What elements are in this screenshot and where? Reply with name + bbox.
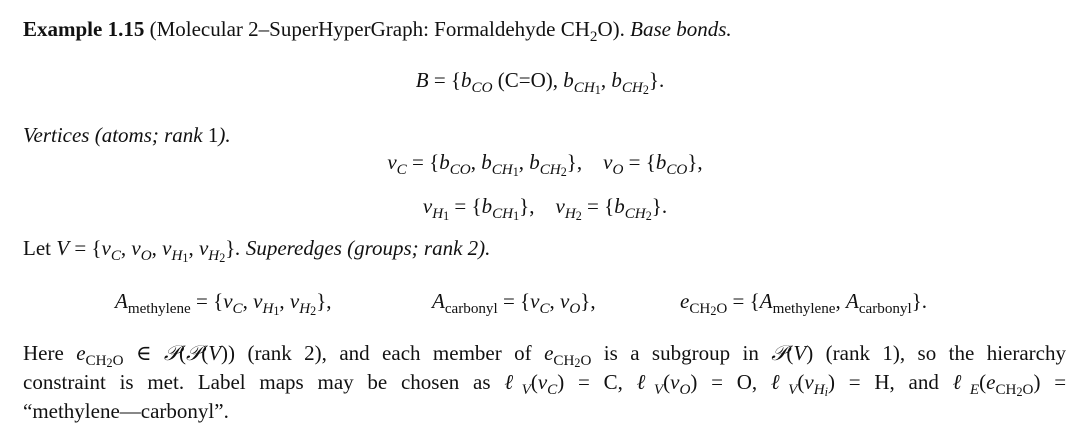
superedges-carbonyl: $A_{carbonyl} = \{v_C$, $v_O$},	[432, 289, 596, 317]
paragraph-line-3: “methylene—carbonyl”.	[23, 399, 229, 423]
paragraph-line-2: constraint is met. Label maps may be chosen as $\ell_V(v_C) = C$, $\ell_V(v_O) = O$, $\ell_V(v_{H_i}) = H$, and $\ell_E(e_{CH_2O})$ =	[23, 370, 1067, 399]
base-bonds-heading: Base bonds.	[630, 17, 732, 41]
vertex-equation-h: $v_{H_1} = \{b_{CH_1}\}$, $v_{H_2} = \{b_{CH_2}\}$.	[422, 194, 668, 223]
vertices-heading: Vertices (atoms; rank 1).	[23, 123, 231, 147]
example-title: (Molecular 2–SuperHyperGraph: Formaldehyde $CH_2O$).	[149, 17, 625, 45]
let-v-line: Let $V = \{v_C$, $v_O$, $v_{H_1}$, $v_{H_2}$}. Superedges (groups; rank 2).	[23, 236, 491, 265]
example-heading	[23, 17, 732, 45]
example-label: Example 1.15	[23, 17, 145, 41]
superedges-e: $e_{CH_2O} = \{A_{methylene}$, $A_{carbonyl}$}.	[680, 289, 928, 318]
base-bonds-equation: $B = \{b_{CO}$ (C=O), $b_{CH_1}$, $b_{CH_2}$}.	[415, 68, 665, 97]
paragraph-line-1: Here $e_{CH_2O}$ ∈ 𝒫(𝒫(V)) (rank 2), and each member of $e_{CH_2O}$ is a subgroup in 𝒫(V) (rank 1), so the hierarchy	[23, 341, 1066, 370]
superedges-equation: $A_{methylene} = \{v_C$, $v_{H_1}$, $v_{H_2}$},	[115, 289, 332, 318]
vertex-equation-c-o: $v_C = \{b_{CO}$, $b_{CH_1}$, $b_{CH_2}$}, $v_O = \{b_{CO}\}$,	[387, 150, 703, 179]
